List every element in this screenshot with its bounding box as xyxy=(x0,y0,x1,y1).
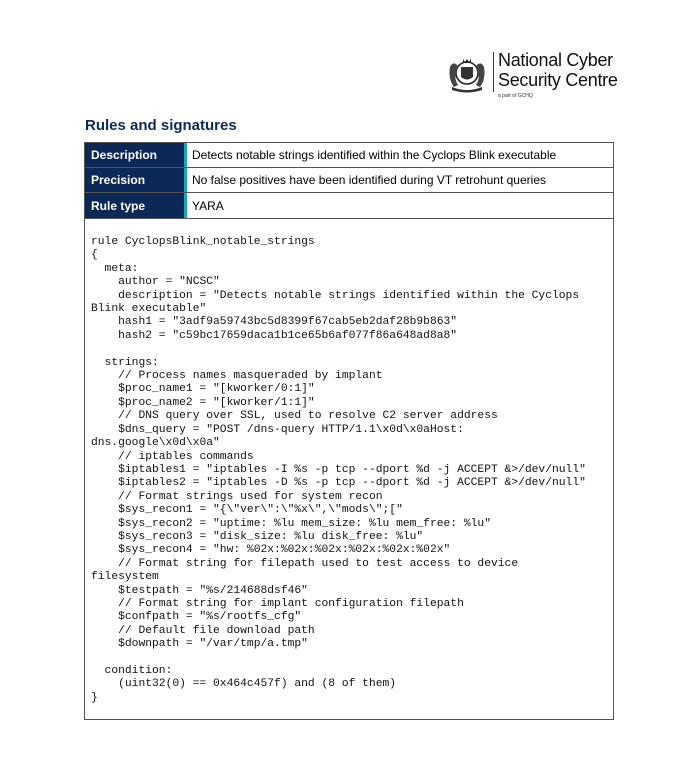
table-row-description xyxy=(85,143,613,168)
row-key: Rule type xyxy=(85,193,187,218)
org-tagline: a part of GCHQ xyxy=(498,93,533,99)
org-name xyxy=(498,50,618,90)
row-key: Precision xyxy=(85,168,187,192)
logo-divider xyxy=(493,52,494,92)
section-title: Rules and signatures xyxy=(85,117,237,134)
org-name-line2: Security Centre xyxy=(498,70,618,90)
row-value: YARA xyxy=(192,198,224,213)
org-name-line1: National Cyber xyxy=(498,50,613,70)
ncsc-logo xyxy=(446,50,636,106)
table-row-rule-type xyxy=(85,193,613,219)
rule-panel xyxy=(84,142,614,720)
row-value: No false positives have been identified during VT retrohunt queries xyxy=(192,173,546,187)
royal-crest-icon xyxy=(446,53,488,93)
yara-rule-code: rule CyclopsBlink_notable_strings { meta: author = "NCSC" description = "Detects notable strings identified within the Cyclops Blink executable" hash1 = "3adf9a59743bc5d8399f67cab5eb2daf28b9b863" hash2 = "c59bc17659daca1b1ce65b6af077f86a648ad8a8" strings: // Process names masqueraded by implant $proc_name1 = "[kworker/0:1]" $proc_name2 = "[kworker/1:1]" // DNS query over SSL, used to resolve C2 server address $dns_query = "POST /dns-query HTTP/1.1\x0d\x0aHost: dns.google\x0d\x0a" // iptables commands $iptables1 = "iptables -I %s -p tcp --dport %d -j ACCEPT &>/dev/null" $iptables2 = "iptables -D %s -p tcp --dport %d -j ACCEPT &>/dev/null" // Format strings used for system recon $sys_recon1 = "{\"ver\":\"%x\",\"mods\";[" $sys_recon2 = "uptime: %lu mem_size: %lu mem_free: %lu" $sys_recon3 = "disk_size: %lu disk_free: %lu" $sys_recon4 = "hw: %02x:%02x:%02x:%02x:%02x:%02x" // Format string for filepath used to test access to device filesystem $testpath = "%s/214688dsf46" // Format string for implant configuration filepath $confpath = "%s/rootfs_cfg" // Default file download path $downpath = "/var/tmp/a.tmp" condition: (uint32(0) == 0x464c457f) and (8 of them) } xyxy=(91,236,586,704)
table-row-precision xyxy=(85,168,613,193)
row-value: Detects notable strings identified within the Cyclops Blink executable xyxy=(192,148,557,162)
row-key: Description xyxy=(85,143,187,167)
